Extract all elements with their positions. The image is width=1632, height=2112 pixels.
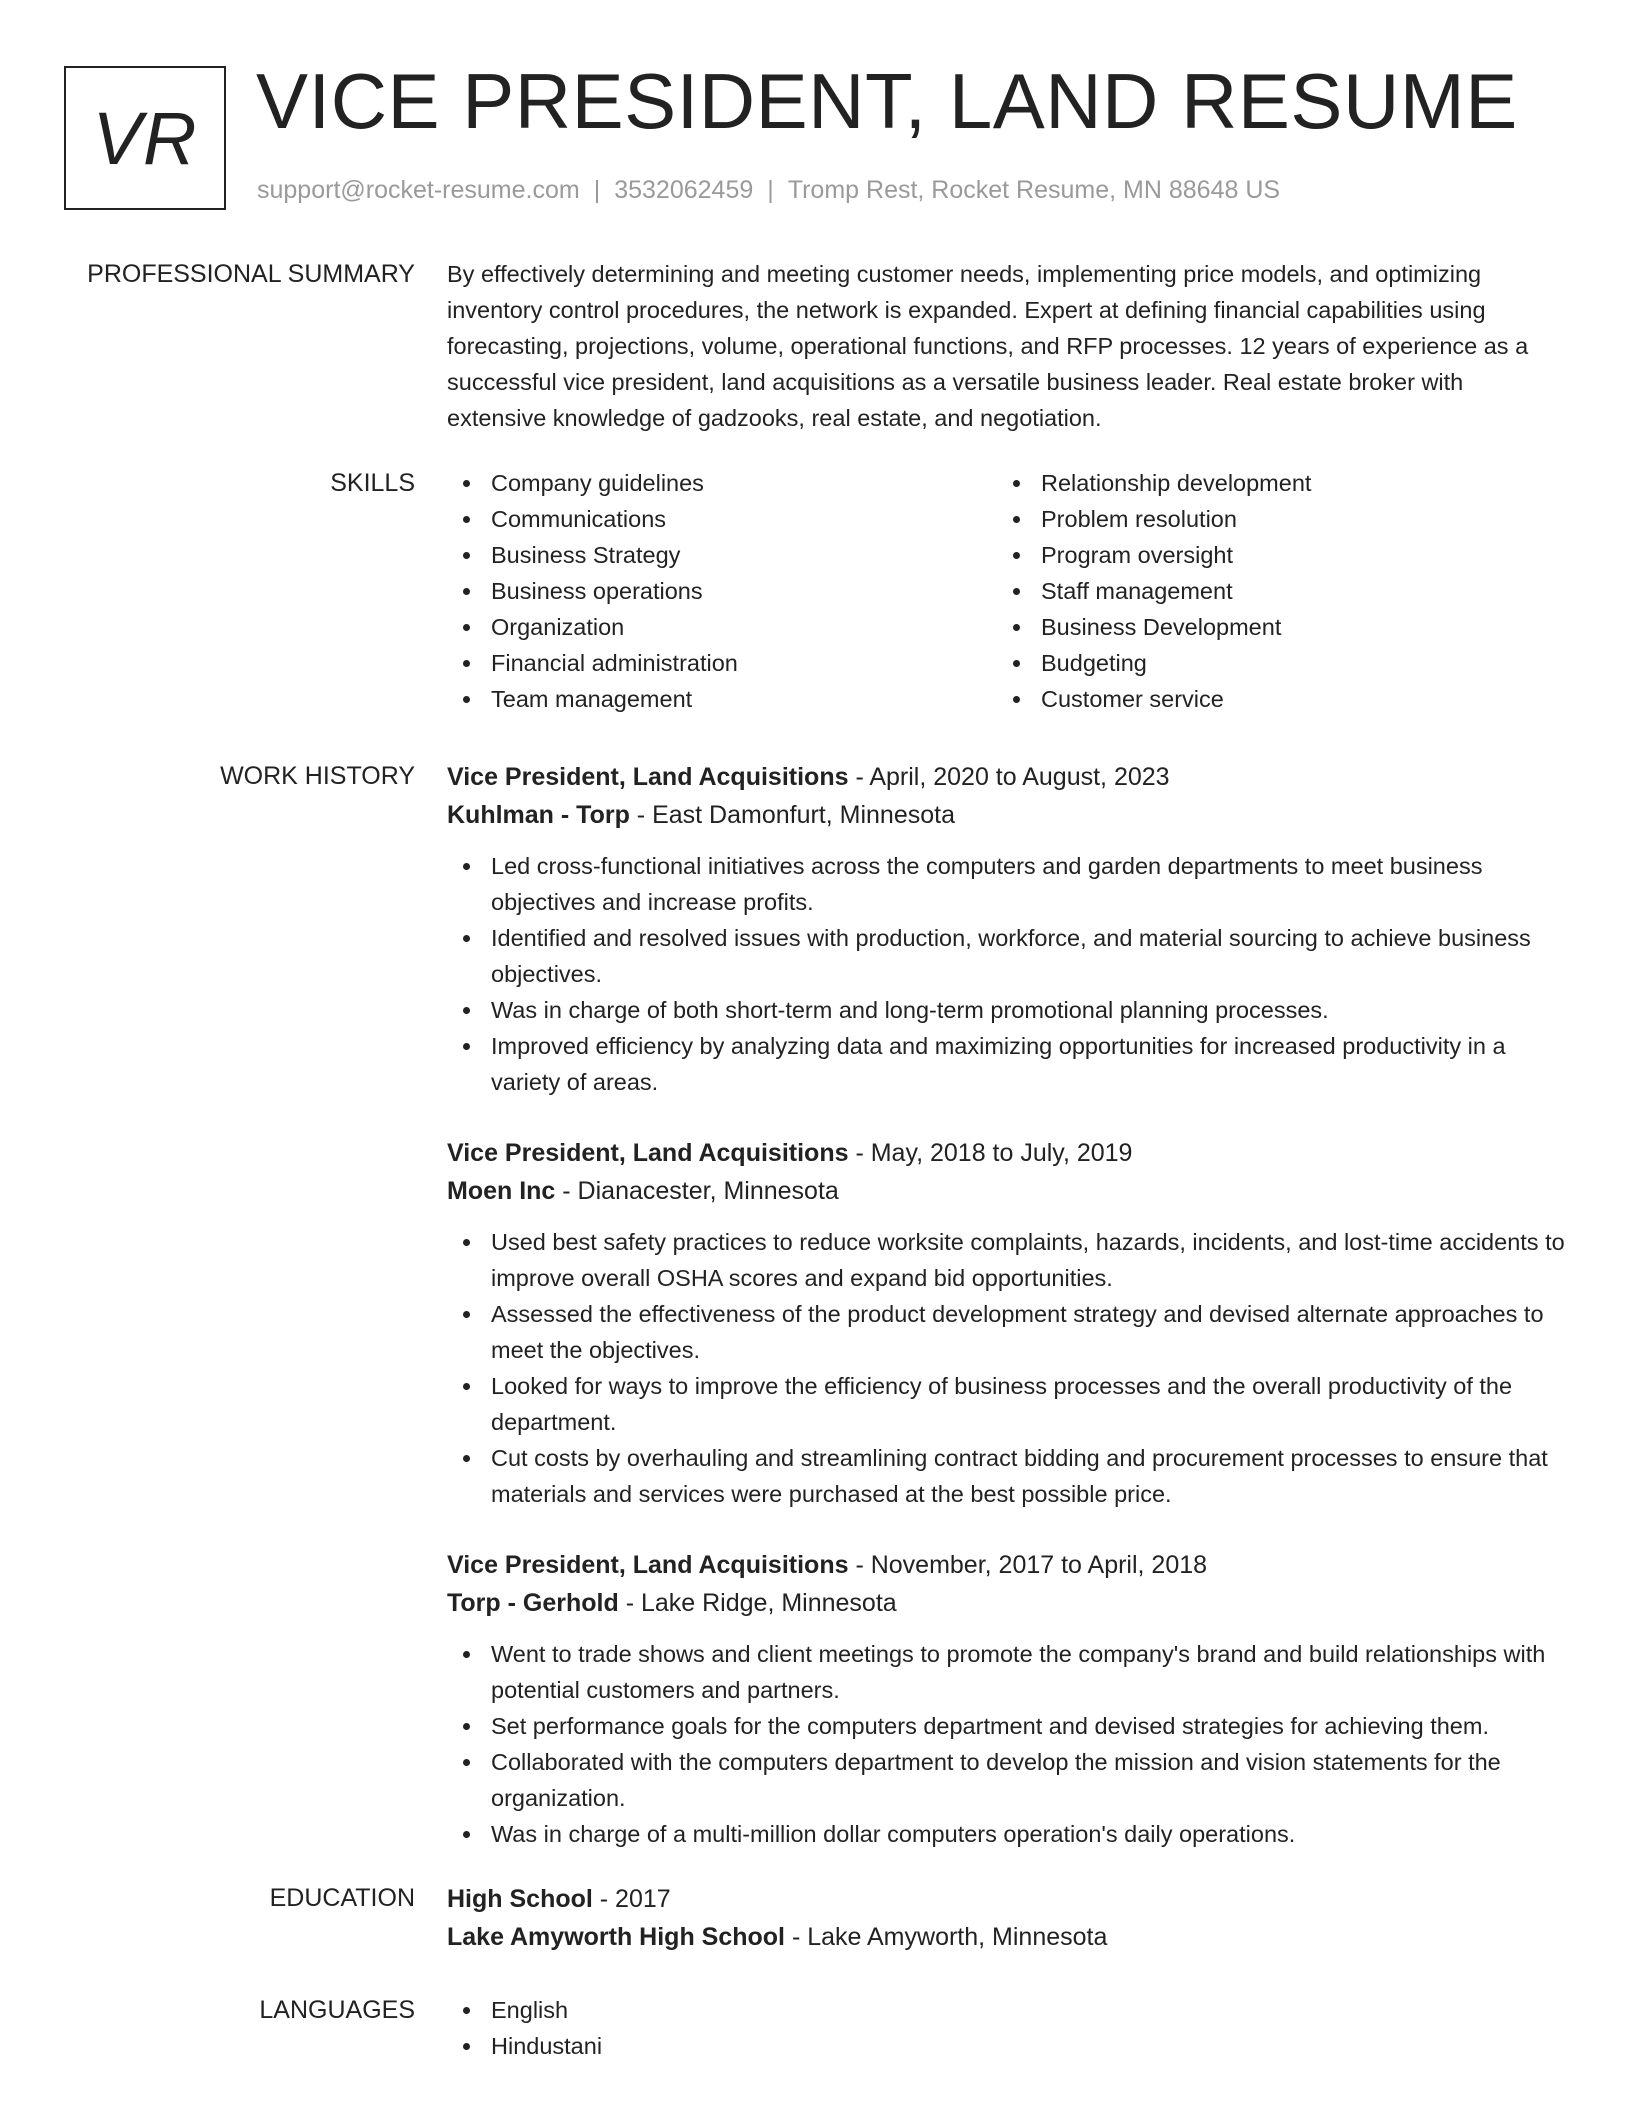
- skill-item: Business Strategy: [447, 537, 997, 573]
- job-title-line: [447, 758, 1567, 796]
- job-duty: Went to trade shows and client meetings to promote the company's brand and build relationships with potential customers and partners.: [447, 1636, 1567, 1708]
- contact-address: Tromp Rest, Rocket Resume, MN 88648 US: [787, 176, 1281, 204]
- job-company-line: [447, 1172, 1567, 1210]
- monogram-box: [64, 66, 226, 210]
- job-location: - Dianacester, Minnesota: [555, 1177, 839, 1205]
- contact-email[interactable]: support@rocket-resume.com: [257, 176, 580, 204]
- education-school-line: [447, 1918, 1567, 1956]
- skill-item: Financial administration: [447, 645, 997, 681]
- section-heading-languages: LANGUAGES: [259, 1996, 415, 2024]
- skill-item: Customer service: [997, 681, 1547, 717]
- job-title: Vice President, Land Acquisitions: [447, 763, 849, 791]
- job-entry: [447, 758, 1567, 1100]
- skill-item: Staff management: [997, 573, 1547, 609]
- job-duty: Led cross-functional initiatives across the computers and garden departments to meet business objectives and increase profits.: [447, 848, 1567, 920]
- job-dates: - November, 2017 to April, 2018: [848, 1551, 1208, 1579]
- monogram-initials: VR: [92, 96, 198, 180]
- skill-item: Business operations: [447, 573, 997, 609]
- section-heading-summary: PROFESSIONAL SUMMARY: [87, 260, 415, 288]
- skill-item: Company guidelines: [447, 465, 997, 501]
- contact-separator: |: [593, 176, 601, 204]
- job-title: Vice President, Land Acquisitions: [447, 1551, 849, 1579]
- skill-item: Budgeting: [997, 645, 1547, 681]
- job-duties: [447, 1636, 1567, 1852]
- skills-list-left: [447, 465, 997, 717]
- skill-item: Organization: [447, 609, 997, 645]
- education-entry: [447, 1880, 1567, 1956]
- skills-list-right: [997, 465, 1547, 717]
- job-company: Kuhlman - Torp: [447, 801, 630, 829]
- skill-item: Business Development: [997, 609, 1547, 645]
- job-duty: Used best safety practices to reduce worksite complaints, hazards, incidents, and lost-time accidents to improve overall OSHA scores and expand bid opportunities.: [447, 1224, 1567, 1296]
- job-dates: - May, 2018 to July, 2019: [848, 1139, 1133, 1167]
- job-entry: [447, 1134, 1567, 1512]
- job-title-line: [447, 1134, 1567, 1172]
- job-company: Torp - Gerhold: [447, 1589, 619, 1617]
- job-location: - East Damonfurt, Minnesota: [629, 801, 955, 829]
- job-duty: Looked for ways to improve the efficiency of business processes and the overall productivity of the department.: [447, 1368, 1567, 1440]
- job-duty: Collaborated with the computers department to develop the mission and vision statements for the organization.: [447, 1744, 1567, 1816]
- job-dates: - April, 2020 to August, 2023: [848, 763, 1170, 791]
- summary-text: By effectively determining and meeting customer needs, implementing price models, and optimizing inventory control procedures, the network is expanded. Expert at defining financial capabilities using forecasting, projections, volume, operational functions, and RFP processes. 12 years of experience as a successful vice president, land acquisitions as a versatile business leader. Real estate broker with extensive knowledge of gadzooks, real estate, and negotiation.: [447, 261, 1529, 431]
- contact-line: [257, 176, 1280, 205]
- education-degree-line: [447, 1880, 1567, 1918]
- skill-item: Relationship development: [997, 465, 1547, 501]
- page-title: VICE PRESIDENT, LAND RESUME: [256, 57, 1518, 145]
- job-company-line: [447, 796, 1567, 834]
- job-title-line: [447, 1546, 1567, 1584]
- job-duties: [447, 848, 1567, 1100]
- job-company: Moen Inc: [447, 1177, 556, 1205]
- education-school: Lake Amyworth High School: [447, 1923, 786, 1951]
- job-duty: Identified and resolved issues with production, workforce, and material sourcing to achieve business objectives.: [447, 920, 1567, 992]
- section-heading-work: WORK HISTORY: [220, 762, 415, 790]
- education-degree: High School: [447, 1885, 593, 1913]
- language-item: English: [447, 1992, 1567, 2028]
- job-title: Vice President, Land Acquisitions: [447, 1139, 849, 1167]
- job-entry: [447, 1546, 1567, 1852]
- job-duty: Was in charge of both short-term and long-term promotional planning processes.: [447, 992, 1567, 1028]
- job-duty: Was in charge of a multi-million dollar computers operation's daily operations.: [447, 1816, 1567, 1852]
- skill-item: Communications: [447, 501, 997, 537]
- job-location: - Lake Ridge, Minnesota: [618, 1589, 897, 1617]
- job-company-line: [447, 1584, 1567, 1622]
- skill-item: Problem resolution: [997, 501, 1547, 537]
- education-location: - Lake Amyworth, Minnesota: [785, 1923, 1108, 1951]
- work-history-list: [447, 758, 1567, 1886]
- job-duty: Cut costs by overhauling and streamlining contract bidding and procurement processes to ensure that materials and services were purchased at the best possible price.: [447, 1440, 1567, 1512]
- skill-item: Program oversight: [997, 537, 1547, 573]
- job-duty: Assessed the effectiveness of the product development strategy and devised alternate approaches to meet the objectives.: [447, 1296, 1567, 1368]
- job-duty: Improved efficiency by analyzing data and maximizing opportunities for increased productivity in a variety of areas.: [447, 1028, 1567, 1100]
- education-year: - 2017: [592, 1885, 671, 1913]
- contact-phone[interactable]: 3532062459: [614, 176, 754, 204]
- languages-list-wrapper: [447, 1992, 1567, 2064]
- contact-separator: |: [767, 176, 774, 204]
- language-item: Hindustani: [447, 2028, 1567, 2064]
- skill-item: Team management: [447, 681, 997, 717]
- job-duties: [447, 1224, 1567, 1512]
- skills-grid: [447, 465, 1567, 717]
- job-duty: Set performance goals for the computers department and devised strategies for achieving them.: [447, 1708, 1567, 1744]
- languages-list: [447, 1992, 1567, 2064]
- section-heading-education: EDUCATION: [269, 1884, 415, 1912]
- section-heading-skills: SKILLS: [330, 469, 415, 497]
